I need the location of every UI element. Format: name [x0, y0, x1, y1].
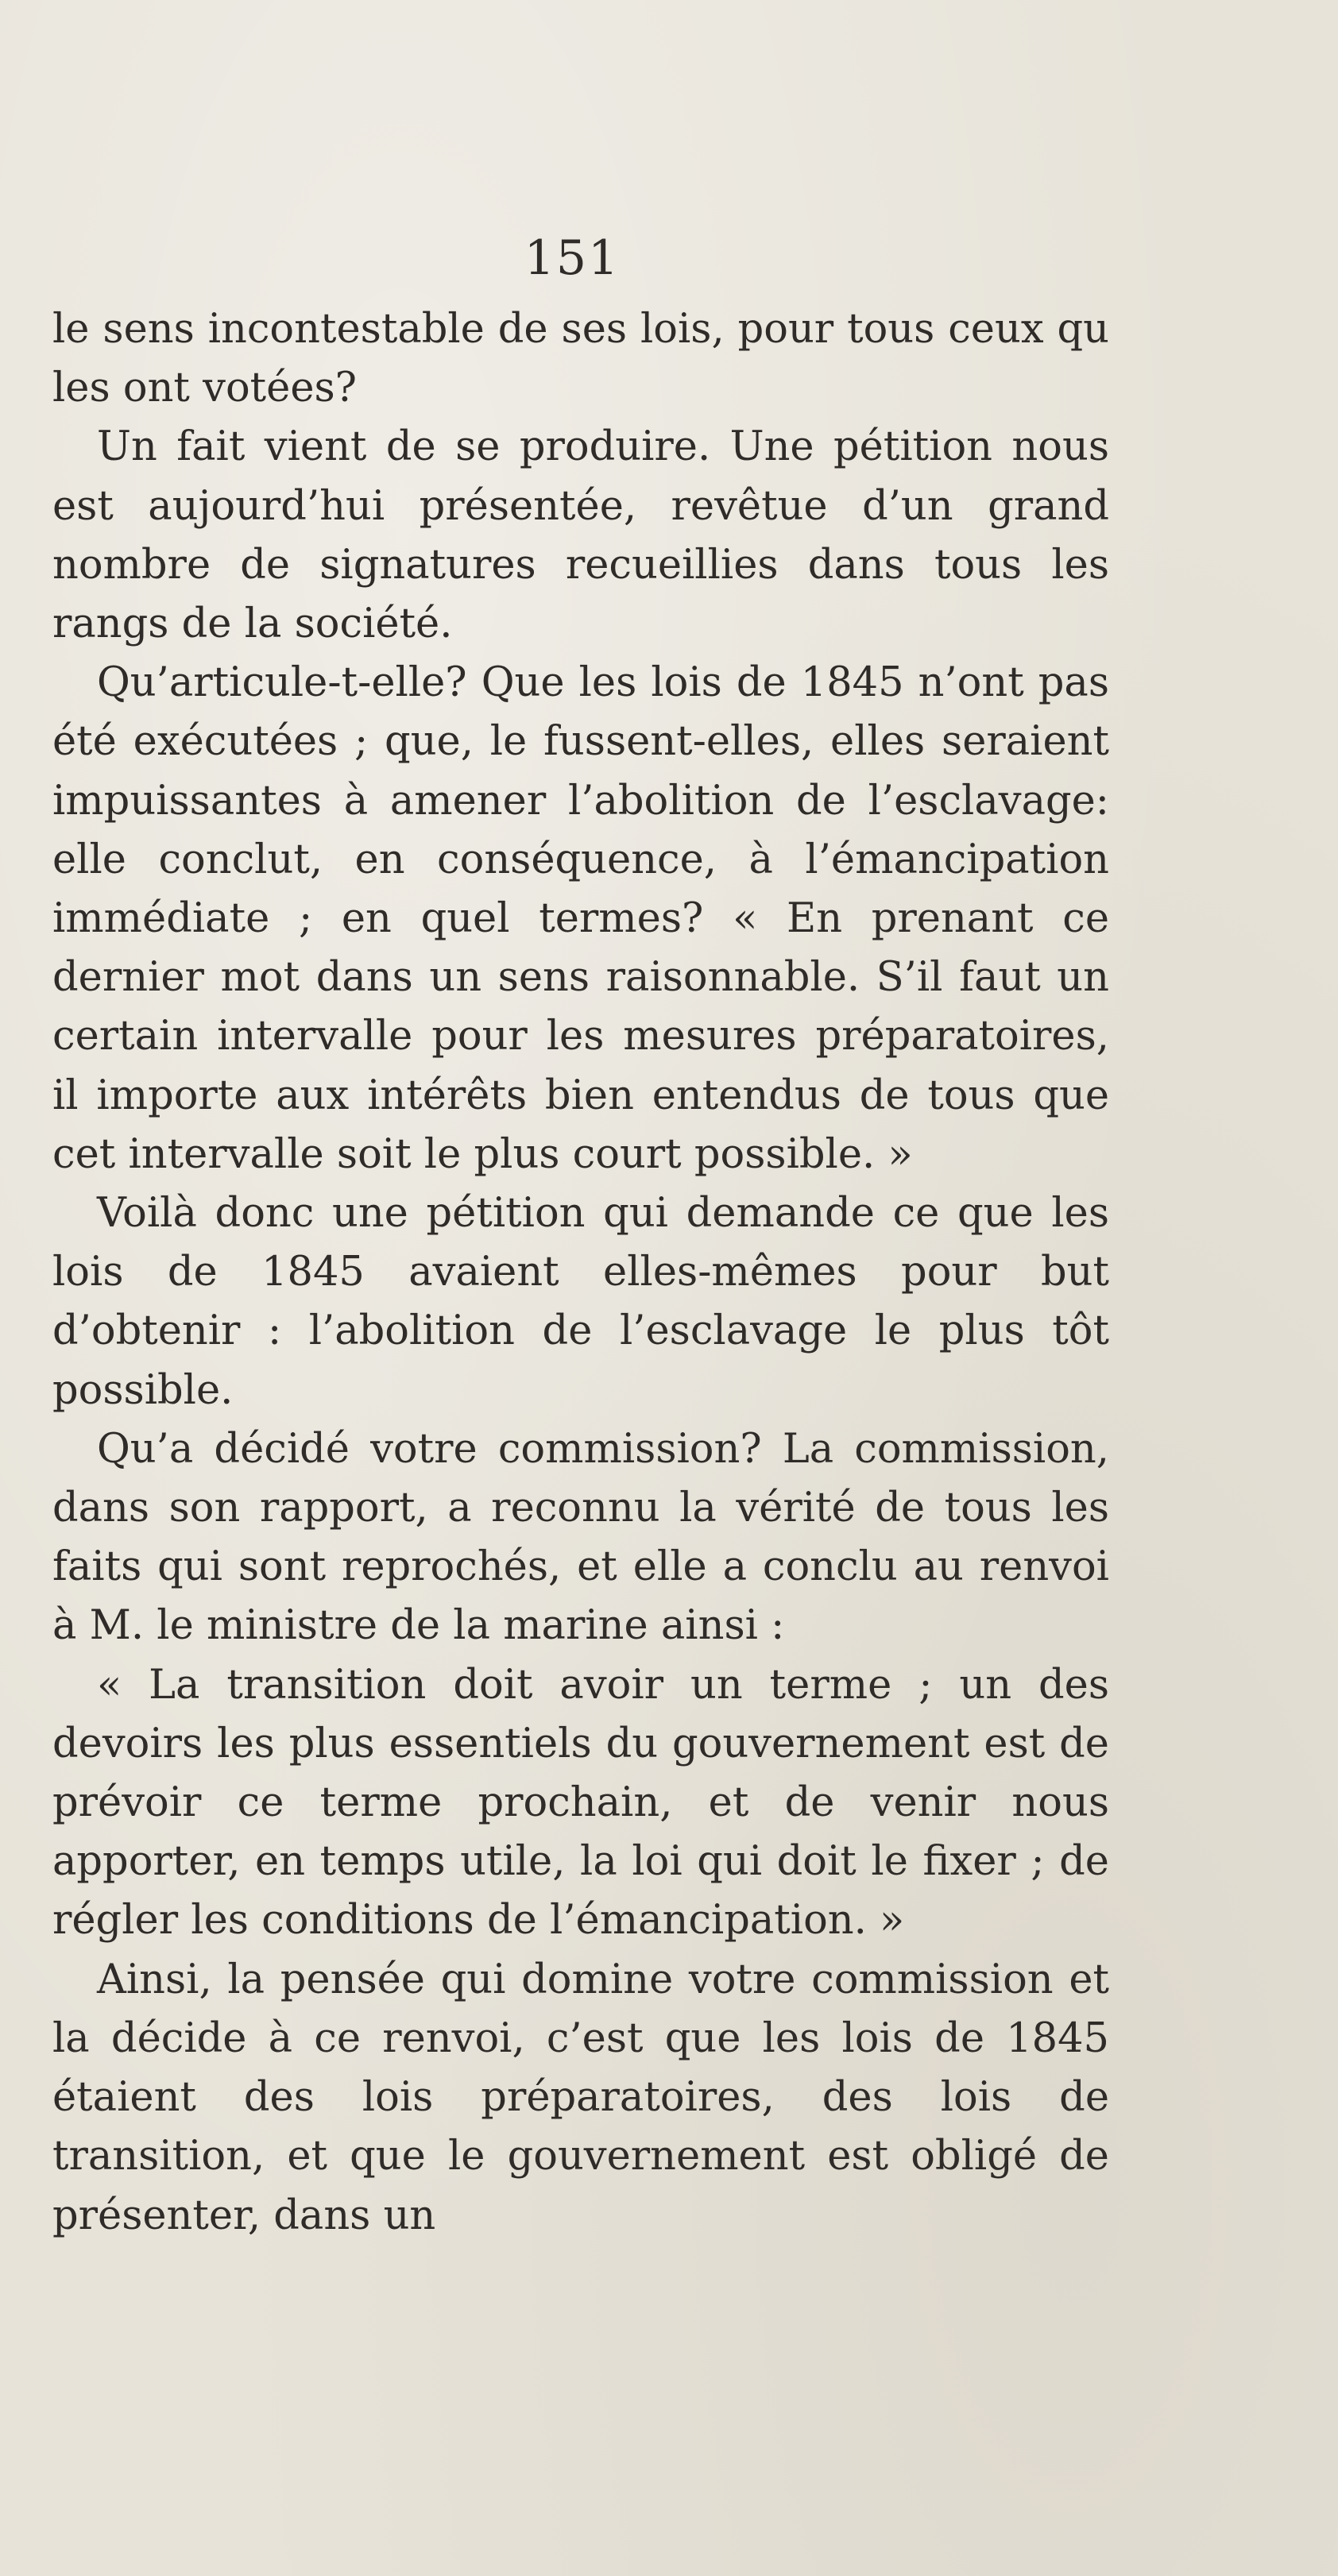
body-text	[52, 300, 1109, 2246]
paragraph: Ainsi, la pensée qui domine votre commission et la décide à ce renvoi, c’est que les lois de 1845 étaient des lois préparatoires, des lois de transition, et que le gouvernement est obligé de présenter, dans un	[52, 1956, 1109, 2239]
paragraph-continuation: le sens incontestable de ses lois, pour tous ceux qu les ont votées?	[52, 306, 1109, 412]
paragraph: Un fait vient de se produire. Une pétition nous est aujourd’hui présentée, revêtue d’un grand nombre de signatures recueillies dans tous les rangs de la société.	[52, 423, 1109, 648]
page-number: 151	[524, 230, 621, 286]
quotation-paragraph: « La transition doit avoir un terme ; un des devoirs les plus essentiels du gouvernement est de prévoir ce terme prochain, et de venir nous apporter, en temps utile, la loi qui doit le fixer ; de régler les conditions de l’émancipation. »	[52, 1661, 1109, 1945]
paragraph: Voilà donc une pétition qui demande ce que les lois de 1845 avaient elles-mêmes pour but d’obtenir : l’abolition de l’esclavage le plus tôt possible.	[52, 1190, 1109, 1414]
paragraph: Qu’articule-t-elle? Que les lois de 1845 n’ont pas été exécutées ; que, le fussent-elles, elles seraient impuissantes à amener l’abolition de l’esclavage: elle conclut, en conséquence, à l’émancipation immédiate ; en quel termes? « En prenant ce dernier mot dans un sens raisonnable. S’il faut un certain intervalle pour les mesures préparatoires, il importe aux intérêts bien entendus de tous que cet intervalle soit le plus court possible. »	[52, 659, 1109, 1178]
paragraph: Qu’a décidé votre commission? La commission, dans son rapport, a reconnu la vérité de tous les faits qui sont reprochés, et elle a conclu au renvoi à M. le ministre de la marine ainsi :	[52, 1425, 1109, 1650]
